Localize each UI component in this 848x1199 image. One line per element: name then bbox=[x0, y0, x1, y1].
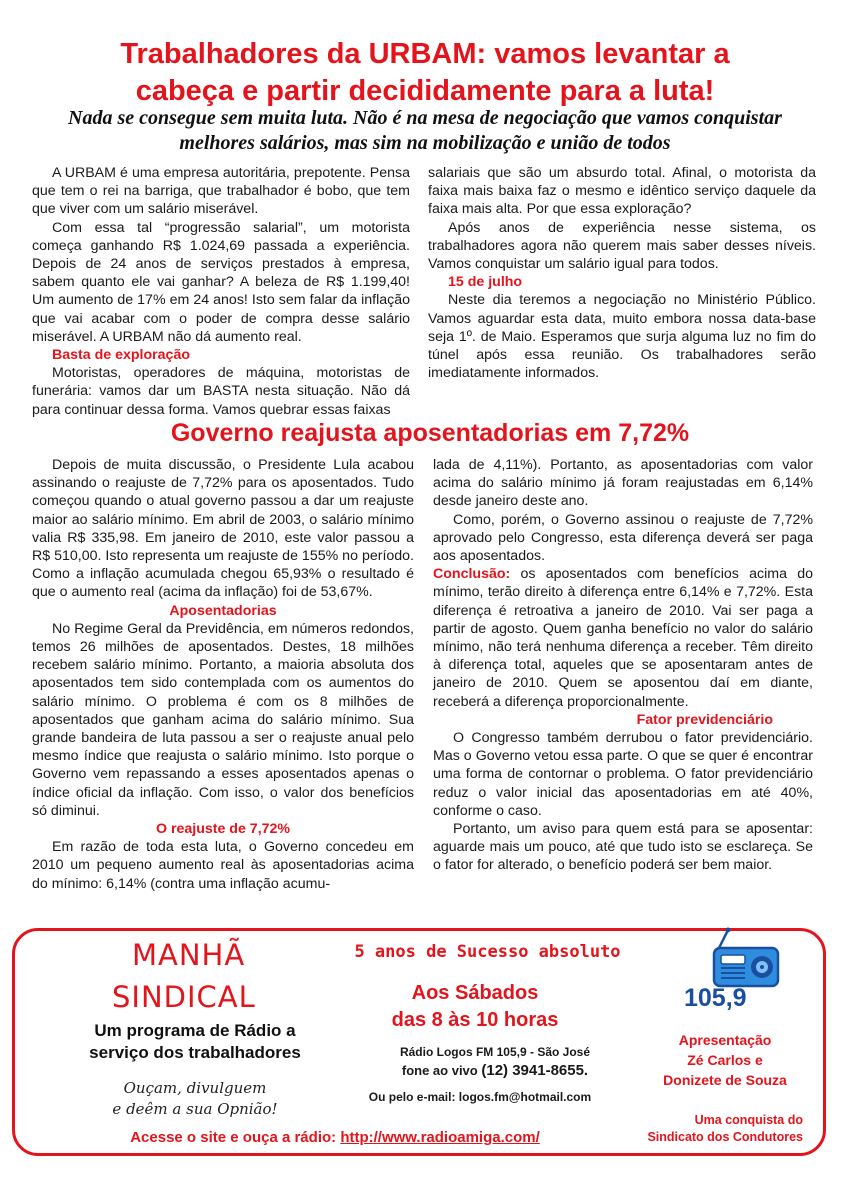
article1-subheading-15-julho: 15 de julho bbox=[448, 274, 523, 291]
ad-schedule-line-2: das 8 às 10 horas bbox=[391, 1009, 559, 1031]
ad-schedule-line-1: Aos Sábados bbox=[411, 982, 539, 1004]
headline-line-2: cabeça e partir decididamente para a luta! bbox=[135, 75, 715, 107]
article2-title: Governo reajusta aposentadorias em 7,72% bbox=[170, 419, 690, 447]
article2-paragraph: Portanto, um aviso para quem está para se aposentar: aguarde mais um pouco, até que tudo isto se esclareça. Se o fator for alterado, o benefício poderá ser bem maior. bbox=[433, 821, 813, 874]
article2-left-column bbox=[32, 456, 414, 893]
ad-schedule bbox=[350, 980, 600, 1034]
ad-slogan-line-1: Ouçam, divulguem bbox=[123, 1079, 267, 1097]
ad-program-line-2: serviço dos trabalhadores bbox=[89, 1043, 301, 1062]
ad-presenters-line-2: Zé Carlos e bbox=[687, 1052, 763, 1068]
article1-paragraph: A URBAM é uma empresa autoritária, prepotente. Pensa que tem o rei na barriga, que trabalhador é bobo, que tem que viver com um salário miserável. bbox=[32, 165, 410, 218]
ad-website-link[interactable]: http://www.radioamiga.com/ bbox=[340, 1129, 540, 1146]
ad-conquista bbox=[598, 1112, 803, 1146]
ad-conquista-line-1: Uma conquista do bbox=[694, 1113, 803, 1127]
ad-program-line-1: Um programa de Rádio a bbox=[94, 1021, 296, 1040]
ad-frequency: 105,9 bbox=[684, 984, 747, 1012]
ad-slogan bbox=[60, 1078, 330, 1120]
ad-website bbox=[45, 1129, 625, 1146]
subheadline-line-1: Nada se consegue sem muita luta. Não é na mesa de negociação que vamos conquistar bbox=[68, 107, 782, 129]
ad-website-label: Acesse o site e ouça a rádio: bbox=[130, 1129, 337, 1146]
article2-subheading-reajuste: O reajuste de 7,72% bbox=[155, 821, 291, 838]
article2-paragraph: O Congresso também derrubou o fator previdenciário. Mas o Governo vetou essa parte. O que se quer é encontrar uma forma de contornar o problema. O fator previdenciário reduz o valor inicial das aposentadorias em até 40%, conforme o caso. bbox=[433, 730, 813, 819]
article2-paragraph: Em razão de toda esta luta, o Governo concedeu em 2010 um pequeno aumento real às aposentadorias acima do mínimo: 6,14% (contra uma inflação acumu- bbox=[32, 839, 414, 892]
article1-paragraph: Após anos de experiência nesse sistema, os trabalhadores agora não querem mais saber desses níveis. Vamos conquistar um salário igual para todos. bbox=[428, 219, 816, 273]
ad-email[interactable]: Ou pelo e-mail: logos.fm@hotmail.com bbox=[368, 1090, 592, 1104]
article2-paragraph: lada de 4,11%). Portanto, as aposentadorias com valor acima do salário mínimo já foram reajustadas em 6,14% desde janeiro deste ano. bbox=[433, 457, 813, 510]
article2-paragraph: Como, porém, o Governo assinou o reajuste de 7,72% aprovado pelo Congresso, esta diferença deverá ser paga aos aposentados. bbox=[433, 511, 813, 565]
ad-manha: MANHÃ bbox=[132, 938, 246, 972]
ad-radio-name: Rádio Logos FM 105,9 - São José bbox=[399, 1045, 591, 1059]
article2-right-column bbox=[433, 456, 813, 875]
ad-slogan-line-2: e deêm a sua Opnião! bbox=[112, 1100, 278, 1118]
headline bbox=[30, 36, 820, 110]
article1-left-column bbox=[32, 164, 410, 419]
subheadline-line-2: melhores salários, mas sim na mobilização e união de todos bbox=[179, 132, 671, 154]
ad-phone-number[interactable]: (12) 3941-8655. bbox=[481, 1062, 589, 1079]
ad-presenters-line-1: Apresentação bbox=[678, 1032, 772, 1048]
ad-conquista-line-2: Sindicato dos Condutores bbox=[647, 1130, 803, 1144]
ad-phone-label: fone ao vivo bbox=[401, 1063, 478, 1078]
article2-paragraph: Depois de muita discussão, o Presidente Lula acabou assinando o reajuste de 7,72% para os aposentados. Tudo começou quando o atual governo passou a dar um reajuste maior ao salário mínimo. Em abril de 2003, o salário mínimo valia R$ 335,98. Em janeiro de 2010, este valor passou a R$ 510,00. Isto representa um reajuste de 155% no período. Como a inflação acumulada chegou 65,93% o resultado é que o aumento real (acima da inflação) foi de 53,67%. bbox=[32, 457, 414, 601]
ad-presenters bbox=[640, 1030, 810, 1090]
article1-subheading-basta: Basta de exploração bbox=[52, 347, 190, 364]
ad-program-description bbox=[60, 1020, 330, 1064]
ad-sindical: SINDICAL bbox=[112, 980, 256, 1014]
article1-paragraph: Com essa tal “progressão salarial”, um motorista começa ganhando R$ 1.024,69 passada a experiência. Depois de 24 anos de serviços prestados à empresa, sabem quanto ele vai ganhar? A beleza de R$ 1.199,40! Um aumento de 17% em 24 anos! Isto sem falar da inflação que vai acabar com o poder de compra desse salário miserável. A URBAM não dá aumento real. bbox=[32, 219, 410, 345]
article1-paragraph: salariais que são um absurdo total. Afinal, o motorista da faixa mais baixa faz o mesmo e idêntico serviço daquele da faixa mais alta. Por que essa exploração? bbox=[428, 165, 816, 218]
ad-sucesso: 5 anos de Sucesso absoluto bbox=[354, 942, 621, 962]
article2-subheading-fator: Fator previdenciário bbox=[636, 711, 773, 728]
conclusion-text: os aposentados com benefícios acima do mínimo, terão direito à diferença entre 6,14% e 7,72%. Esta diferença é retroativa a janeiro de 2010. Vai ser paga a partir de agosto. Quem ganha benefício no valor do salário mínimo, não terá nenhuma diferença a receber. Têm direito à diferença total, aqueles que se aposentaram antes de janeiro de 2010. Quem se aposentou daí em diante, receberá a diferença proporcionalmente. bbox=[433, 566, 813, 710]
ad-presenters-line-3: Donizete de Souza bbox=[663, 1072, 787, 1088]
headline-line-1: Trabalhadores da URBAM: vamos levantar a bbox=[120, 38, 730, 70]
subheadline bbox=[30, 106, 820, 156]
article2-conclusion bbox=[433, 565, 813, 711]
article1-paragraph: Neste dia teremos a negociação no Ministério Público. Vamos aguardar esta data, muito embora nossa data-base seja 1º. de Maio. Esperamos que surja alguma luz no fim do túnel após essa reunião. Os trabalhadores serão imediatamente informados. bbox=[428, 292, 816, 382]
conclusion-label: Conclusão: bbox=[433, 566, 511, 583]
article2-paragraph: No Regime Geral da Previdência, em números redondos, temos 26 milhões de aposentados. Destes, 18 milhões recebem salário mínimo. Portanto, a maioria absoluta dos aposentados tem sido contemplada com os aumentos do salário mínimo. O problema é com os 8 milhões de aposentados que ganham acima do salário mínimo. Sua grande bandeira de luta passou a ser o reajuste anual pelo mesmo índice que reajusta o salário mínimo. Isto porque o Governo vem repassando a esses aposentados apenas o índice oficial da inflação. Com isso, o valor dos benefícios só diminui. bbox=[32, 620, 414, 819]
article1-right-column bbox=[428, 164, 816, 382]
article1-paragraph: Motoristas, operadores de máquina, motoristas de funerária: vamos dar um BASTA nesta situação. Não dá para continuar dessa forma. Vamos quebrar essas faixas bbox=[32, 365, 410, 418]
ad-phone bbox=[360, 1062, 630, 1079]
article2-subheading-aposentadorias: Aposentadorias bbox=[169, 602, 277, 619]
